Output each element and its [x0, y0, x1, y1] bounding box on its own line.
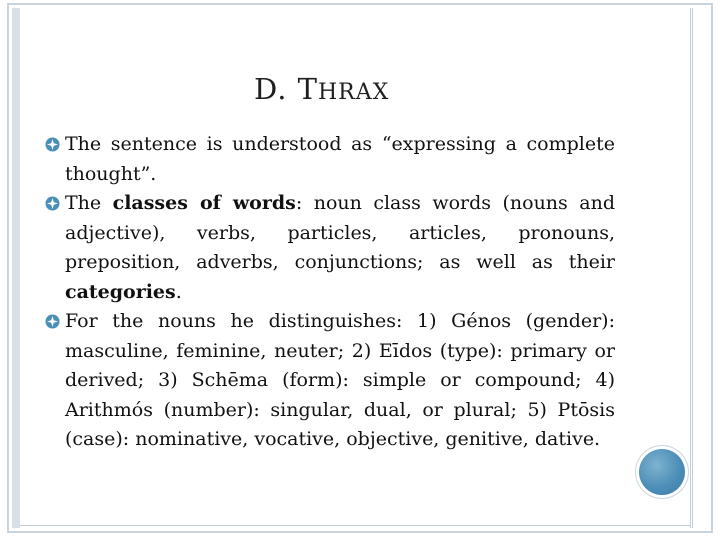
bullet-text: . — [175, 280, 182, 303]
bullet-bold-term: classes of words — [112, 192, 296, 214]
title-first: D. T — [254, 72, 318, 106]
bullet-list — [45, 130, 615, 455]
bullet-star-icon — [45, 196, 60, 211]
bullet-text: The sentence is understood as “expressing a complete thought”. — [65, 133, 615, 185]
bullet-item-word-classes — [45, 189, 615, 307]
title-rest: HRAX — [318, 80, 390, 105]
bullet-item-sentence — [45, 130, 615, 189]
bullet-text: : noun class words (nouns and adjective), verbs, particles, articles, pronouns, preposition, adverbs, conjunctions; as well as their — [65, 192, 615, 273]
bullet-bold-term: categories — [65, 280, 176, 303]
slide-frame-left-band — [12, 8, 20, 528]
blue-circle-icon — [639, 449, 685, 495]
slide-frame-bottom-line — [20, 525, 690, 526]
bullet-text: The — [65, 192, 113, 214]
bullet-item-noun-categories — [45, 307, 615, 455]
bullet-star-icon — [45, 314, 60, 329]
slide-title — [254, 72, 389, 106]
bullet-text: For the nouns he distinguishes: 1) Génos (gender): masculine, feminine, neuter; 2) Eīdos (type): primary or derived; 3) Schēma (form): simple or compound; 4) Arithmós (number): singular, dual, or plural; 5) Ptōsis (case): nominative, vocative, objective, genitive, dative. — [65, 310, 615, 450]
bullet-star-icon — [45, 137, 60, 152]
slide-frame-right-band — [690, 8, 693, 528]
